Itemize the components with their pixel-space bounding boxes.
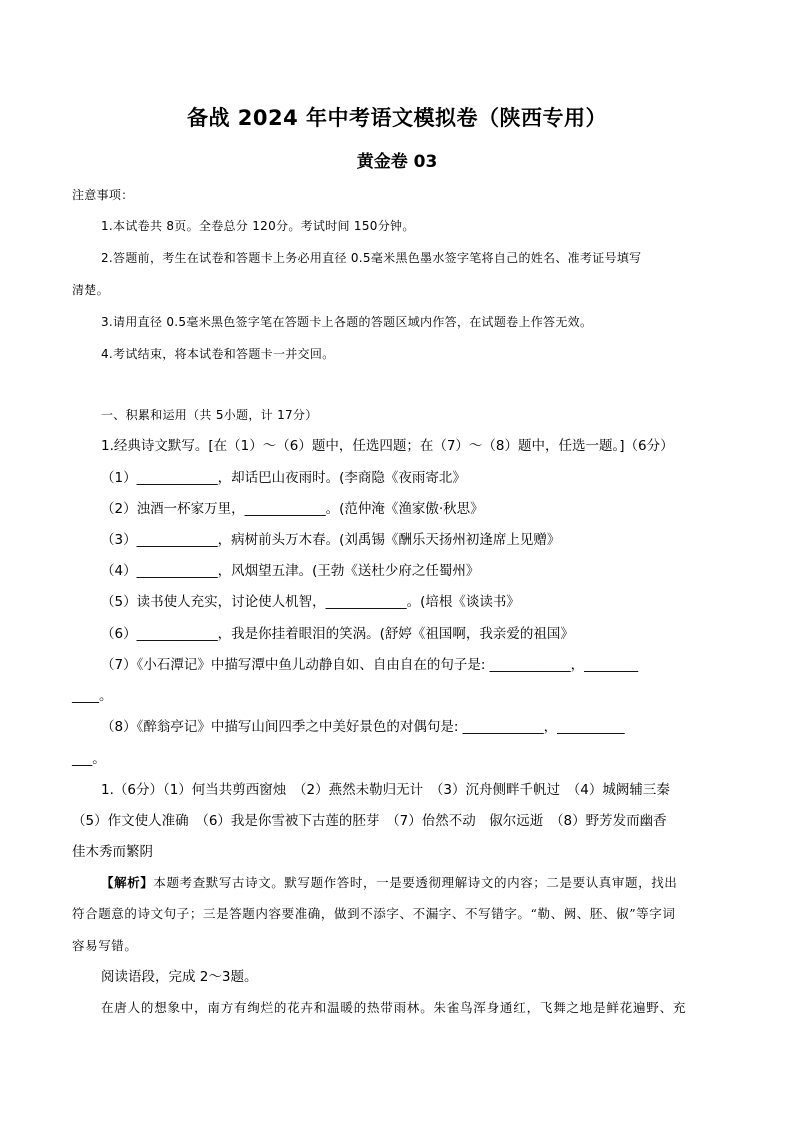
question-1-item-7-cont: ____。 [72, 688, 113, 704]
notice-heading: 注意事项： [72, 188, 134, 202]
page-subtitle: 黄金卷 03 [356, 152, 438, 172]
answer-1-line-1: 1.（6分）（1）何当共剪西窗烛 （2）燕然未勒归无计 （3）沉舟侧畔千帆过 （4）城阙辅三秦 [101, 782, 670, 798]
analysis-line-2: 符合题意的诗文句子；三是答题内容要准确，做到不添字、不漏字、不写错字。“勒、阙、胚、俶”等字词 [72, 906, 676, 921]
question-1-item-4: （4）____________，风烟望五津。(王勃《送杜少府之任蜀州》 [101, 563, 480, 579]
question-1-item-7: （7）《小石潭记》中描写潭中鱼儿动静自如、自由自在的句子是: ____________，________ [101, 657, 639, 673]
reading-instruction: 阅读语段，完成 2～3题。 [101, 969, 258, 985]
question-1-item-5: （5）读书使人充实，讨论使人机智，____________。(培根《谈读书》 [101, 594, 520, 610]
notice-item-2-cont: 清楚。 [72, 283, 109, 297]
question-1-item-8-cont: ___。 [72, 751, 106, 767]
notice-item-1: 1.本试卷共 8页。全卷总分 120分。考试时间 150分钟。 [101, 219, 415, 233]
notice-item-2: 2.答题前，考生在试卷和答题卡上务必用直径 0.5毫米黑色墨水签字笔将自己的姓名、准考证号填写 [101, 251, 642, 265]
reading-passage-line-1: 在唐人的想象中，南方有绚烂的花卉和温暖的热带雨林。朱雀鸟浑身通红，飞舞之地是鲜花遍野、充 [101, 1000, 687, 1015]
section-heading: 一、积累和运用（共 5小题，计 17分） [101, 408, 318, 422]
notice-item-3: 3.请用直径 0.5毫米黑色签字笔在答题卡上各题的答题区域内作答，在试题卷上作答无效。 [101, 315, 593, 329]
question-1-item-6: （6）____________，我是你挂着眼泪的笑涡。(舒婷《祖国啊，我亲爱的祖国》 [101, 626, 574, 642]
question-1-item-2: （2）浊酒一杯家万里，____________。(范仲淹《渔家傲·秋思》 [101, 501, 484, 517]
question-1-item-8: （8）《醉翁亭记》中描写山间四季之中美好景色的对偶句是: ____________，__________ [101, 719, 625, 735]
analysis-line-1 [101, 874, 677, 892]
analysis-line-3: 容易写错。 [72, 938, 138, 953]
analysis-text-1: 本题考查默写古诗文。默写题作答时，一是要透彻理解诗文的内容；二是要认真审题，找出 [153, 875, 678, 890]
analysis-label: 【解析】 [101, 875, 154, 890]
question-1-stem: 1.经典诗文默写。[在（1）～（6）题中，任选四题；在（7）～（8）题中，任选一题。]（6分） [101, 438, 674, 454]
notice-item-4: 4.考试结束，将本试卷和答题卡一并交回。 [101, 347, 335, 361]
question-1-item-1: （1）____________，却话巴山夜雨时。(李商隐《夜雨寄北》 [101, 470, 466, 486]
answer-1-line-2: （5）作文使人准确 （6）我是你雪被下古莲的胚芽 （7）佁然不动 俶尔远逝 （8）野芳发而幽香 [72, 813, 667, 829]
question-1-item-3: （3）____________，病树前头万木春。(刘禹锡《酬乐天扬州初逢席上见赠》 [101, 532, 561, 548]
answer-1-line-3: 佳木秀而繁阴 [72, 844, 153, 860]
page-title: 备战 2024 年中考语文模拟卷（陕西专用） [186, 106, 608, 130]
